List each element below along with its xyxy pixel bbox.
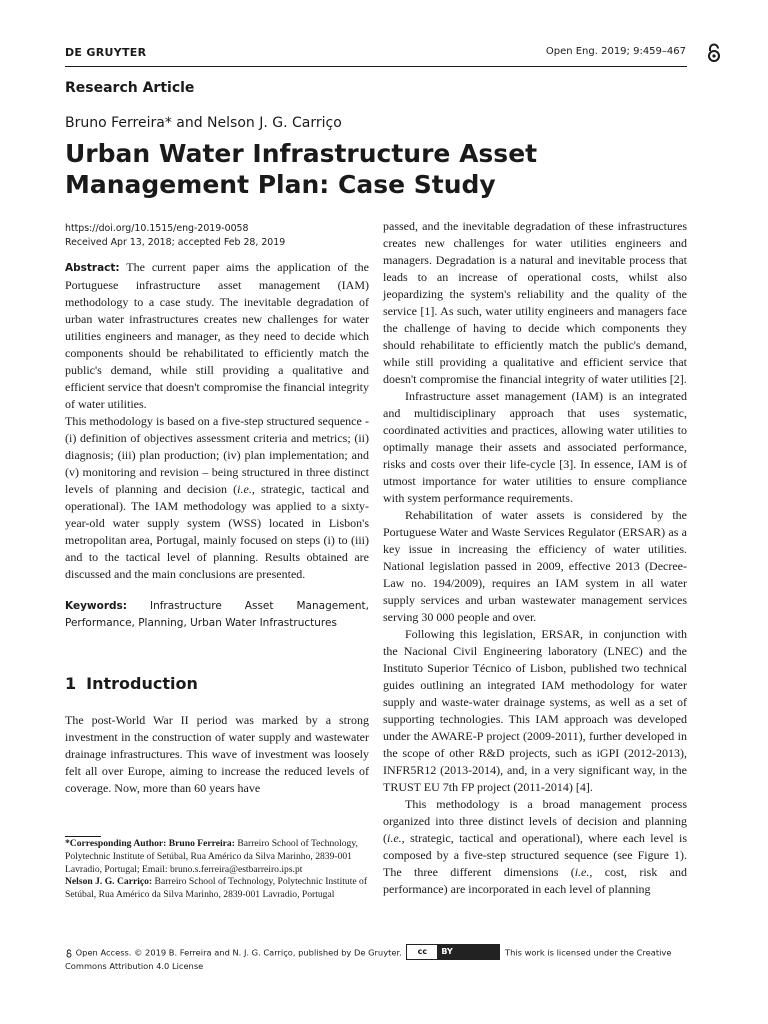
p5-text-a: This methodology is a broad management process organized into three distinct levels of decision and planning ( — [383, 797, 687, 845]
p5-ie-2: i.e. — [574, 865, 590, 879]
license-line — [65, 945, 705, 972]
author-list: Bruno Ferreira* and Nelson J. G. Carriço — [65, 115, 342, 131]
keywords-label: Keywords: — [65, 600, 127, 612]
abstract-label: Abstract: — [65, 262, 120, 274]
introduction-text — [65, 712, 369, 797]
keywords — [65, 598, 369, 632]
open-access-lock-icon — [704, 43, 724, 63]
section-heading — [65, 674, 198, 693]
publisher-name: DE GRUYTER — [65, 46, 147, 59]
right-column — [383, 218, 687, 898]
abstract-ie: i.e. — [237, 482, 252, 496]
journal-citation: Open Eng. 2019; 9:459–467 — [545, 46, 686, 57]
p5-ie-1: i.e. — [387, 831, 402, 845]
open-access-small-icon — [65, 949, 73, 958]
keywords-text: Infrastructure Asset Management, Performance, Planning, Urban Water Infrastructures — [65, 600, 369, 629]
footnote-text-2: Barreiro School of Technology, Polytechnic Institute of Setúbal, Rua Américo da Silva Marinho, 2839-001 Lavradio, Portugal — [65, 876, 368, 901]
cc-badge-cc: cc — [407, 945, 437, 959]
cc-by-badge-icon[interactable] — [406, 944, 500, 960]
intro-paragraph: The post-World War II period was marked by a strong investment in the construction of water supply and wastewater drainage infrastructures. This wave of investment was loosely felt all over Europe, aiming to increase the reduced levels of coverage. Now, more than 60 years have — [65, 713, 369, 795]
section-title: Introduction — [86, 674, 198, 693]
footnote-text-1: Barreiro School of Technology, Polytechnic Institute of Setúbal, Rua Américo da Silva Marinho, 2839-001 Lavradio, Portugal; Email: bruno.s.ferreira@estbarreiro.ips.pt — [65, 838, 358, 875]
abstract-text-1: The current paper aims the application of the Portuguese infrastructure asset management (IAM) methodology to a case study. The inevitable degradation of urban water infrastructures creates new challenges for water utilities engineers and manager, as they need to decide which components should be rehabilitated to efficiently match the public's demand, while still providing a qualitative and efficient service that doesn't compromise the financial integrity of water utilities. — [65, 260, 369, 411]
footnote — [65, 838, 370, 902]
abstract-paragraph-2 — [65, 413, 369, 583]
left-column — [65, 222, 369, 632]
footnote-label-1: *Corresponding Author: Bruno Ferreira: — [65, 838, 235, 849]
p5-text-b: , strategic, tactical and operational), where each level is composed by a five-step structured sequence (see Figure 1). The three different dimensions ( — [383, 831, 687, 879]
doi-link[interactable]: https://doi.org/10.1515/eng-2019-0058 — [65, 223, 249, 234]
right-paragraph-4: Following this legislation, ERSAR, in conjunction with the Nacional Civil Engineering laboratory (LNEC) and the Instituto Superior Técnico of Lisbon, published two technical guides outlining an integrated IAM methodology for water supply and waste-water drainage systems, as well as a set of supporting technologies. This IAM approach was developed under the AWARE-P project (2009-2011), further developed in the scope of other R&D projects, such as iGPI (2012-2013), INFR5R12 (2013-2014), and, in a very significant way, in the TRUST EU 7th FP project (2011-2014) [4]. — [383, 627, 687, 794]
right-paragraph-3: Rehabilitation of water assets is considered by the Portuguese Water and Waste Services Regulator (ERSAR) as a key issue in increasing the efficiency of water utilities. National legislation passed in 2009, effective 2013 (Decree-Law no. 194/2009), requires an IAM system in all water supply services and urban wastewater management services serving 30 000 people and over. — [383, 508, 687, 624]
header-rule — [65, 66, 687, 67]
footnote-corresponding — [65, 838, 370, 876]
paper-title: Urban Water Infrastructure Asset Management Plan: Case Study — [65, 139, 538, 199]
right-paragraph-2: Infrastructure asset management (IAM) is an integrated and multidisciplinary approach that uses systematic, coordinated activities and practices, allowing water utilities to optimally manage their assets and associated performance, risks and costs over their life-cycle [3]. In essence, IAM is of utmost importance for water utilities to ensure compliance with system performance requirements. — [383, 389, 687, 505]
right-paragraph-5 — [383, 796, 687, 898]
license-text-left: Open Access. © 2019 B. Ferreira and N. J. G. Carriço, published by De Gruyter. — [75, 947, 402, 958]
footnote-coauthor — [65, 876, 370, 902]
article-type: Research Article — [65, 80, 195, 96]
p5-text-c: , cost, risk and performance) are incorporated in each level of planning — [383, 865, 688, 896]
footnote-rule — [65, 836, 101, 837]
right-paragraph-1: passed, and the inevitable degradation of these infrastructures creates new challenges for water utilities engineers and managers. Degradation is a natural and inevitable process that leads to an increase of operational costs, whilst also jeopardizing the system's reliability and the quality of the service [1]. As such, water utility engineers and managers face the challenge of having to decide which components they should rehabilitate to efficiently match the public's demand, while still providing a qualitative and efficient service that doesn't compromise the financial integrity of water utilities [2]. — [383, 219, 687, 386]
license-text-right: This work is licensed under the Creative Commons Attribution 4.0 License — [65, 947, 672, 971]
abstract-text-2a: This methodology is based on a five-step structured sequence - (i) definition of objectives assessment criteria and metrics; (ii) diagnosis; (iii) plan production; (iv) plan implementation; and (v) monitoring and revision – being structured in three distinct levels of planning and decision ( — [65, 414, 369, 496]
received-dates: Received Apr 13, 2018; accepted Feb 28, 2019 — [65, 237, 286, 248]
abstract-paragraph-1 — [65, 259, 369, 413]
footnote-label-2: Nelson J. G. Carriço: — [65, 876, 153, 888]
cc-badge-by: BY — [437, 945, 499, 959]
section-number: 1 — [65, 674, 77, 693]
abstract-text-2b: , strategic, tactical and operational). The IAM methodology was applied to a sixty-year-old water supply system (WSS) located in Lisbon's metropolitan area, Portugal, mainly focused on steps (i) to (iii) and to the tactical level of planning. Results obtained are discussed and the main conclusions are presented. — [65, 482, 369, 581]
